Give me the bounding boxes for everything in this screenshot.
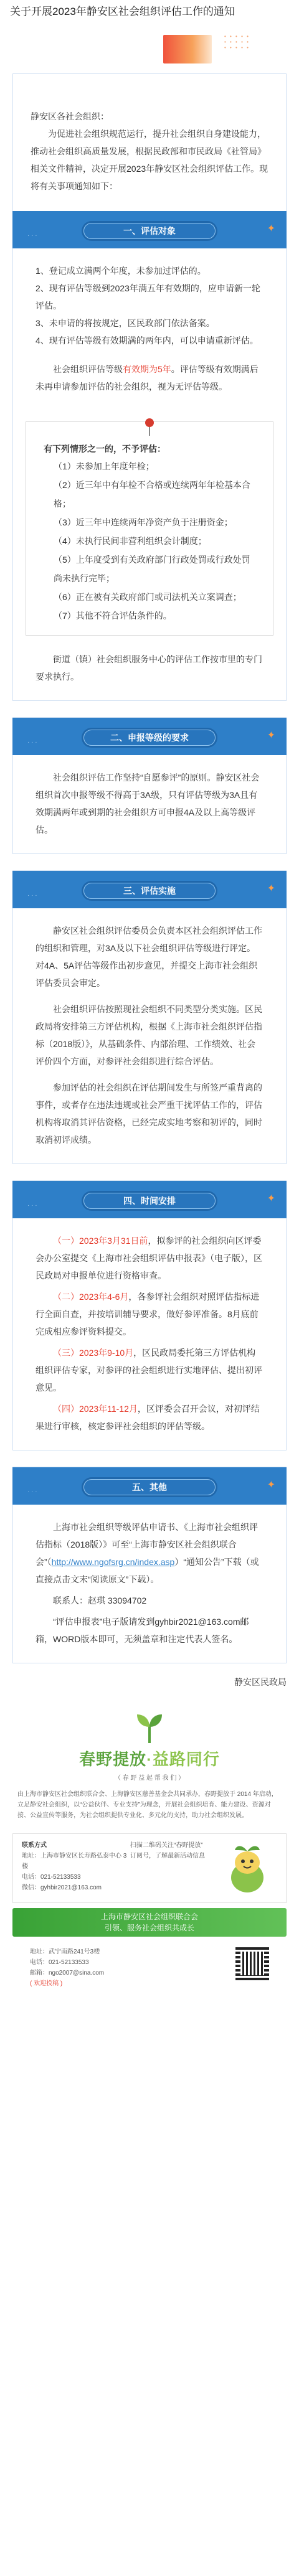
contact-details bbox=[22, 1840, 130, 1893]
decor-dots-icon: · · · bbox=[27, 892, 37, 899]
intro-block bbox=[13, 74, 286, 201]
list-item: 1、登记成立满两个年度，未参加过评估的。 bbox=[36, 266, 206, 276]
list-item: 4、现有评估等级有效期满的两年内，可以申请重新评估。 bbox=[36, 336, 259, 346]
mascot-icon bbox=[217, 1840, 277, 1896]
section-paragraph: 参加评估的社会组织在评估期间发生与所签严重背离的事件，或者存在违法违规或社会严重干扰评估工作的，评估机构将取消其评估资格，已经完成实地考察和初评的，同时取消初评成绩。 bbox=[36, 1083, 262, 1145]
section-paragraph: 社会组织评估按照现社会组织不同类型分类实施。区民政局将安排第三方评估机构，根据《上海市社会组织评估指标（2018版）》，从基础条件、内部治理、工作绩效、社会评价四个方面，对参评社会组织进行综合评估。 bbox=[36, 1004, 262, 1066]
section-content bbox=[13, 248, 286, 410]
validity-highlight: 有效期为5年 bbox=[123, 364, 171, 374]
federation-banner bbox=[12, 1908, 287, 1937]
section-content bbox=[13, 908, 286, 1163]
schedule-date: 2023年9-10月 bbox=[79, 1348, 134, 1358]
download-text-end: ）“通知公告”下载（或直接点击文末“阅读原文”下载）。 bbox=[36, 1557, 259, 1584]
schedule-date: 2023年11-12月 bbox=[79, 1404, 138, 1414]
section-banner bbox=[12, 211, 287, 248]
bottom-contact bbox=[30, 1947, 104, 1989]
section-title: 四、时间安排 bbox=[83, 1193, 216, 1209]
section-paragraph: 静安区社会组织评估委员会负责本区社会组织评估工作的组织和管理，对3A及以下社会组织评估等级进行评定。对4A、5A评估等级作出初步意见，并提交上海市社会组织评估委员会审定。 bbox=[36, 926, 262, 988]
bottom-more: ( 欢迎投稿 ) bbox=[30, 1980, 63, 1987]
exclusion-notice-card bbox=[26, 421, 273, 636]
section-title: 二、申报等级的要求 bbox=[83, 730, 216, 746]
schedule-index: （四） bbox=[53, 1404, 79, 1414]
qr-code-icon[interactable] bbox=[235, 1947, 269, 1980]
section-banner bbox=[12, 1181, 287, 1218]
header-graphic bbox=[0, 20, 299, 73]
pushpin-icon bbox=[145, 418, 154, 427]
contact-phone: 电话：021-52133533 bbox=[22, 1874, 81, 1881]
section-schedule bbox=[12, 1180, 287, 1450]
pin-stem bbox=[149, 426, 150, 436]
notice-item: （2）近三年中有年检不合格或连续两年年检基本合格； bbox=[54, 480, 250, 509]
bottom-address: 地址：武宁南路241号3楼 bbox=[30, 1948, 100, 1955]
download-paragraph bbox=[36, 1518, 263, 1588]
federation-slogan: 引领、服务社会组织共成长 bbox=[104, 1924, 194, 1932]
street-paragraph: 街道（镇）社会组织服务中心的评估工作按市里的专门要求执行。 bbox=[36, 654, 262, 682]
list-item: 2、现有评估等级到2023年满五年有效期的，应申请新一轮评估。 bbox=[36, 283, 260, 311]
header-dots-icon: • • • • • • • • • • • • • • • bbox=[224, 34, 250, 50]
section-title: 一、评估对象 bbox=[83, 223, 216, 239]
section-content bbox=[13, 1505, 286, 1663]
download-text: 上海市社会组织等级评估申请书、《上海市社会组织评估指标（2018版）》可至“上海市静安区社会组织联合会”（ bbox=[36, 1522, 258, 1567]
section-implementation bbox=[12, 870, 287, 1164]
section-banner bbox=[12, 1467, 287, 1505]
schedule-date: 2023年4-6月 bbox=[79, 1292, 129, 1302]
section-title: 三、评估实施 bbox=[83, 883, 216, 899]
notice-item: （3）近三年中连续两年净资产负于注册资金； bbox=[54, 517, 233, 527]
contact-address: 地址：上海市静安区长寿路弘泰中心 3 楼 bbox=[22, 1853, 127, 1870]
decor-sparkle-icon: ✦ bbox=[267, 1193, 275, 1204]
decor-dots-icon: · · · bbox=[27, 1202, 37, 1209]
bottom-info bbox=[0, 1942, 299, 1994]
notice-item: （1）未参加上年度年检； bbox=[54, 461, 154, 471]
decor-sparkle-icon: ✦ bbox=[267, 730, 275, 741]
email-instruction: “评估申报表”电子版请发到gyhbir2021@163.com邮箱，WORD版本即可，无须盖章和注定代表人签名。 bbox=[36, 1617, 249, 1644]
schedule-text: ，区评委会召开会议，对初评结果进行审核，核定参评社会组织的评估等级。 bbox=[36, 1404, 260, 1431]
brand-name: 春野提放·益路同行 bbox=[79, 1750, 220, 1769]
validity-text: 社会组织评估等级 bbox=[53, 364, 123, 374]
notice-item: （5）上年度受到有关政府部门行政处罚或行政处罚尚未执行完毕； bbox=[54, 555, 250, 583]
notice-heading: 有下列情形之一的，不予评估： bbox=[44, 444, 166, 454]
download-link[interactable]: http://www.ngofsrg.cn/index.asp bbox=[51, 1557, 175, 1567]
schedule-index: （三） bbox=[53, 1348, 79, 1358]
bottom-email: 邮箱：ngo2007@sina.com bbox=[30, 1970, 105, 1977]
brand-name-b: 益路同行 bbox=[152, 1750, 220, 1769]
brand-name-a: 春野提放 bbox=[79, 1750, 147, 1769]
contact-card bbox=[12, 1833, 287, 1903]
validity-text-end: 。评估等级有效期满后未再申请参加评估的社会组织，视为无评估等级。 bbox=[36, 364, 259, 392]
section-content bbox=[13, 1218, 286, 1450]
contact-person: 联系人：赵琪 33094702 bbox=[53, 1596, 147, 1605]
validity-paragraph bbox=[36, 360, 263, 395]
decor-sparkle-icon: ✦ bbox=[267, 1480, 275, 1490]
schedule-item bbox=[36, 1288, 263, 1340]
section-paragraph: 社会组织评估工作坚持“自愿参评”的原则。静安区社会组织首次申报等级不得高于3A级，只有评估等级为3A且有效期满两年或到期的社会组织方可申报4A及以上高等级评估。 bbox=[36, 773, 260, 835]
notice-item: （7）其他不符合评估条件的。 bbox=[54, 611, 172, 621]
decor-sparkle-icon: ✦ bbox=[267, 883, 275, 894]
schedule-text: ，各参评社会组织对照评估指标进行全面自查，并按培训辅导要求，做好参评准备。8月底前完成相应参评资料提交。 bbox=[36, 1292, 260, 1337]
notice-item: （6）正在被有关政府部门或司法机关立案调查； bbox=[54, 592, 242, 602]
follow-text bbox=[130, 1840, 217, 1861]
decor-dots-icon: · · · bbox=[27, 232, 37, 239]
salutation: 静安区各社会组织： bbox=[31, 111, 109, 121]
schedule-text: ，区民政局委托第三方评估机构组织评估专家，对参评的社会组织进行实地评估、提出初评意见。 bbox=[36, 1348, 262, 1393]
section-banner bbox=[12, 718, 287, 755]
schedule-text: ，拟参评的社会组织向区评委会办公室提交《上海市社会组织评估申报表》（电子版），区民政局对申报单位进行资格审查。 bbox=[36, 1236, 262, 1281]
list-item: 3、未申请的将按规定，区民政部门依法备案。 bbox=[36, 318, 215, 328]
header-gradient-bar bbox=[163, 35, 212, 63]
bottom-phone: 电话：021-52133533 bbox=[30, 1959, 89, 1966]
decor-dots-icon: · · · bbox=[27, 1488, 37, 1495]
decor-dots-icon: · · · bbox=[27, 739, 37, 746]
brand-tagline: （ 春 野 益 起 帮 我 们 ） bbox=[114, 1775, 185, 1782]
follow-line: 订阅号，了解最新活动信息 bbox=[130, 1853, 205, 1859]
schedule-item bbox=[36, 1344, 263, 1396]
section-banner bbox=[12, 871, 287, 908]
section-evaluation-targets bbox=[12, 73, 287, 701]
decor-sparkle-icon: ✦ bbox=[267, 223, 275, 234]
page-title: 关于开展2023年静安区社会组织评估工作的通知 bbox=[10, 6, 235, 17]
schedule-index: （二） bbox=[53, 1292, 79, 1302]
schedule-item bbox=[36, 1400, 263, 1435]
section-application-requirements bbox=[12, 717, 287, 854]
section-other bbox=[12, 1467, 287, 1663]
schedule-index: （一） bbox=[53, 1236, 79, 1246]
schedule-item bbox=[36, 1232, 263, 1284]
intro-paragraph: 为促进社会组织规范运行，提升社会组织自身建设能力，推动社会组织高质量发展，根据民政部和市民政局《社管局》相关文件精神，决定开展2023年静安区社会组织评估工作。现将有关事项通知如下： bbox=[31, 129, 268, 191]
about-text: 由上海市静安区社会组织联合会、上海静安区慈善基金会共同承办，春野提放于 2014 年启动，立足静安社会组织，以“公益伙伴、专业支持”为理念，开展社会组织培育、能力建设、资源对接、公益宣传等服务，为社会组织提供专业化、多元化的支持，助力社会组织发展。 bbox=[17, 1791, 278, 1819]
sprout-logo-icon bbox=[131, 1709, 168, 1747]
contact-row bbox=[22, 1840, 277, 1896]
contact-wechat: 微信：gyhbir2021@163.com bbox=[22, 1884, 102, 1891]
section-title: 五、其他 bbox=[83, 1479, 216, 1495]
federation-name: 上海市静安区社会组织联合会 bbox=[100, 1912, 198, 1921]
follow-line: 扫描二维码关注“春野提放” bbox=[130, 1842, 203, 1849]
brand-logo bbox=[0, 1691, 299, 1785]
signature: 静安区民政局 bbox=[234, 1677, 287, 1687]
schedule-date: 2023年3月31日前 bbox=[79, 1236, 148, 1246]
notice-item: （4）未执行民间非营利组织会计制度； bbox=[54, 536, 207, 546]
contact-title: 联系方式 bbox=[22, 1842, 47, 1849]
